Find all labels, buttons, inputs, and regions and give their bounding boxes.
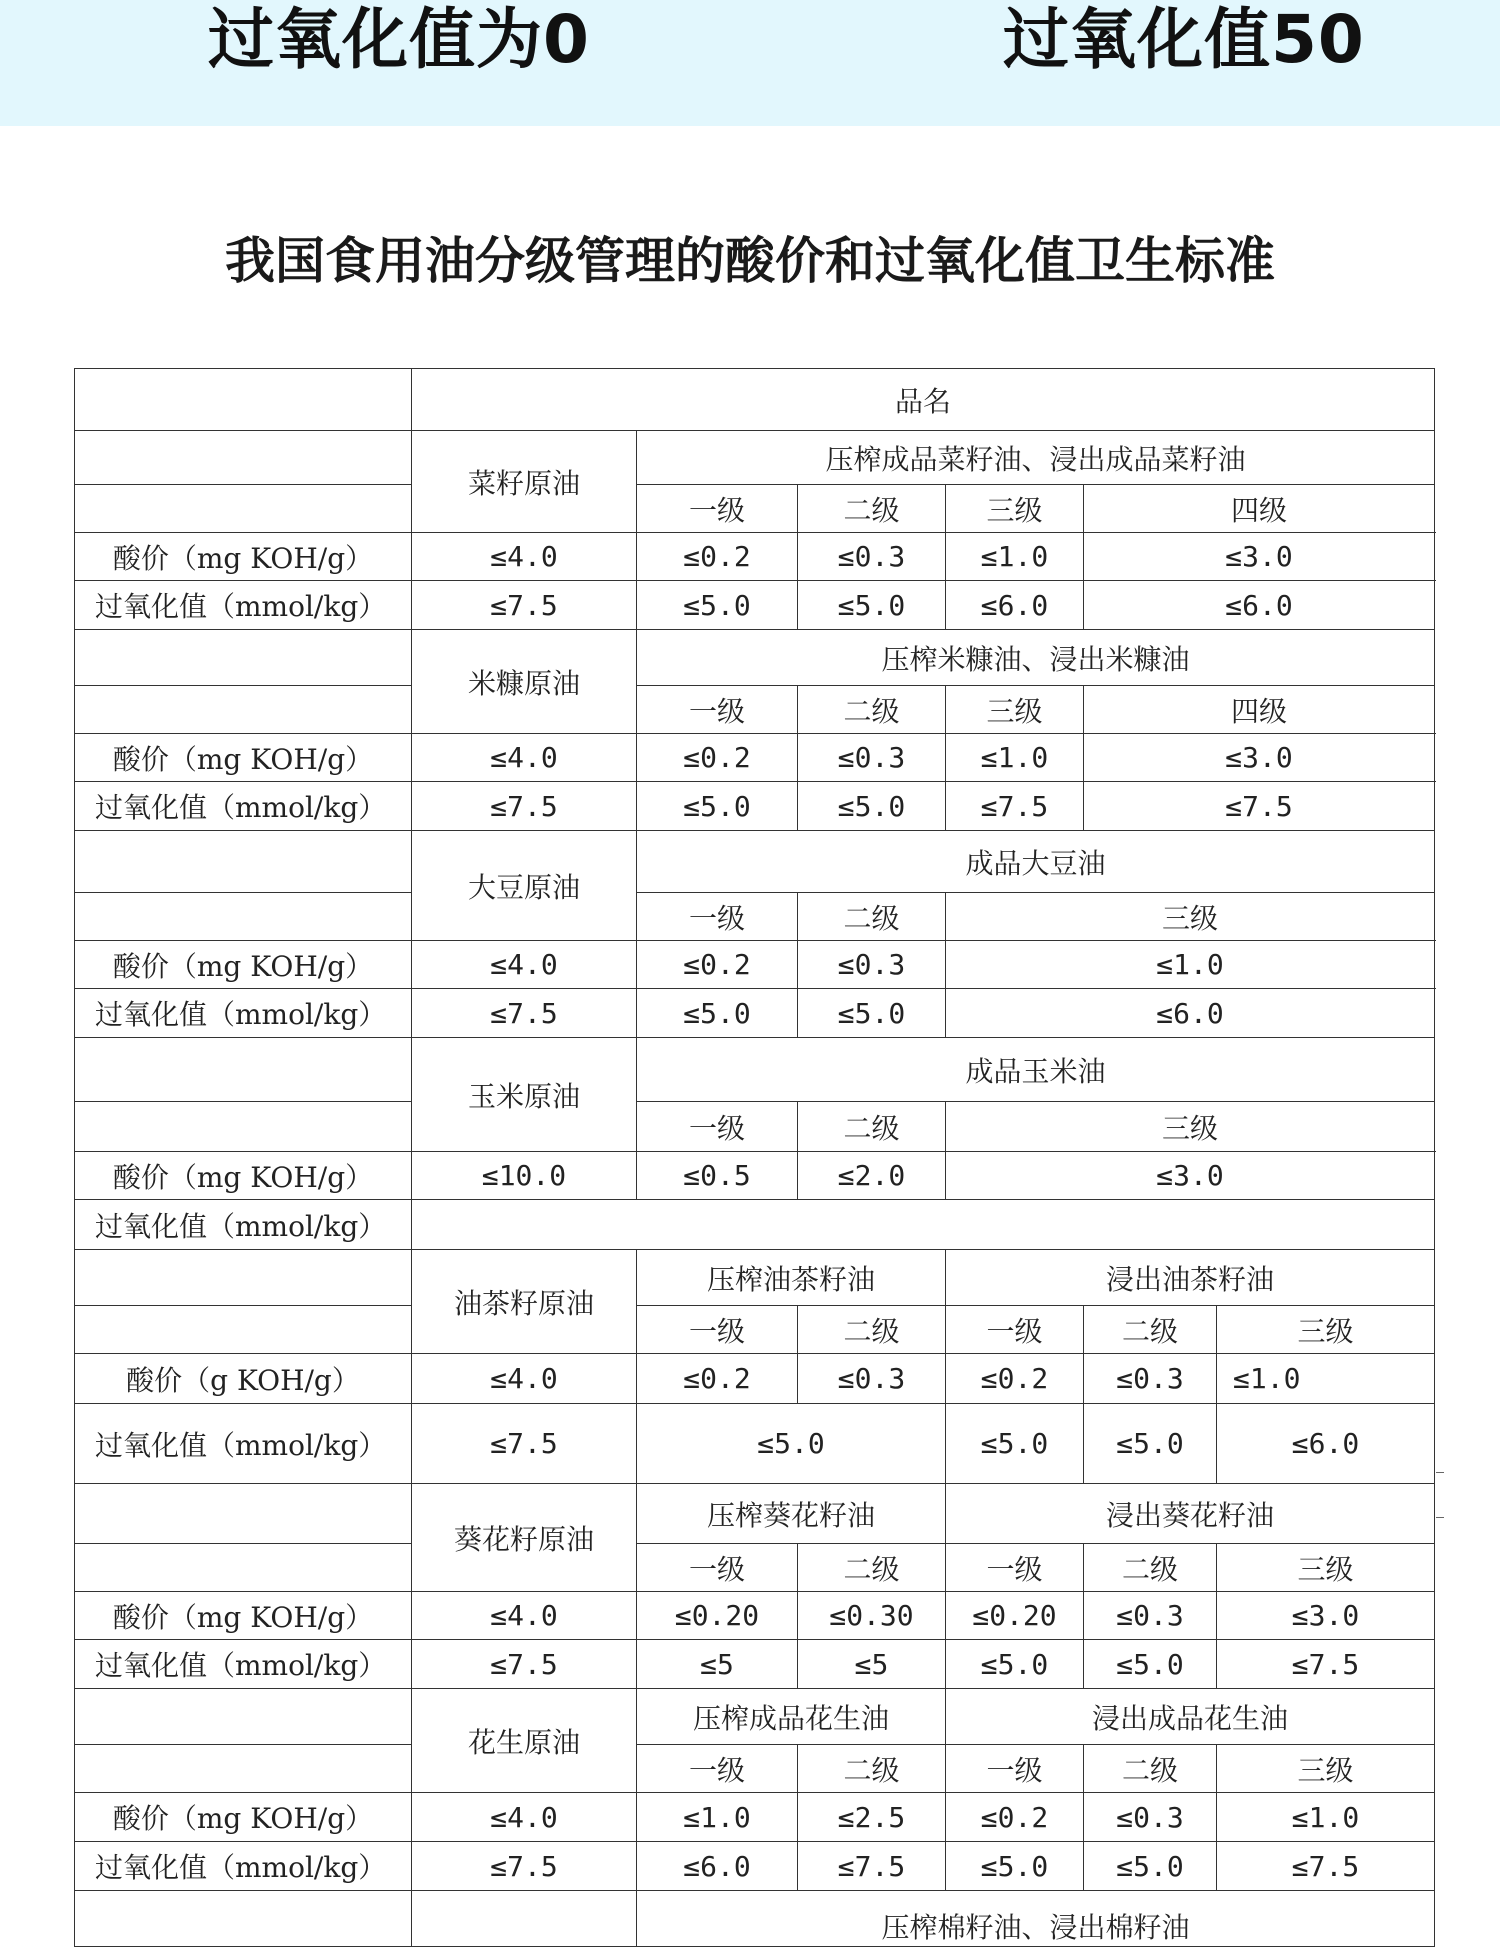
value-cell: ≤0.2 <box>637 734 798 782</box>
product-group: 压榨米糠油、浸出米糠油 <box>637 630 1435 686</box>
value-cell: ≤6.0 <box>946 989 1435 1038</box>
row-label: 酸价（mg KOH/g） <box>75 1793 412 1842</box>
value-cell: ≤3.0 <box>946 1152 1435 1200</box>
table-row <box>75 431 1435 485</box>
value-cell: ≤4.0 <box>412 941 637 989</box>
product-group: 压榨成品花生油 <box>637 1689 946 1745</box>
grade-label: 四级 <box>1084 485 1435 533</box>
value-cell: ≤0.20 <box>946 1592 1084 1640</box>
value-cell: ≤6.0 <box>1084 581 1435 630</box>
crude-oil-name: 玉米原油 <box>412 1038 637 1152</box>
value-cell: ≤5.0 <box>637 782 798 831</box>
table-row <box>75 1354 1435 1404</box>
table-row <box>75 686 1435 734</box>
value-cell: ≤0.3 <box>798 941 946 989</box>
grade-label: 二级 <box>798 485 946 533</box>
grade-label: 一级 <box>637 893 798 941</box>
value-cell: ≤5.0 <box>1084 1842 1217 1891</box>
grade-label: 一级 <box>637 1745 798 1793</box>
value-cell: ≤5.0 <box>946 1640 1084 1689</box>
value-cell: ≤7.5 <box>1217 1842 1435 1891</box>
product-group: 浸出成品花生油 <box>946 1689 1435 1745</box>
table-row <box>75 893 1435 941</box>
header-banner <box>0 0 1500 126</box>
table-row <box>75 1544 1435 1592</box>
banner-left-text: 过氧化值为0 <box>208 1 590 78</box>
grade-label: 二级 <box>1084 1306 1217 1354</box>
row-label: 过氧化值（mmol/kg） <box>75 1200 412 1250</box>
product-group: 压榨成品菜籽油、浸出成品菜籽油 <box>637 431 1435 485</box>
grade-label: 二级 <box>1084 1745 1217 1793</box>
value-cell: ≤3.0 <box>1217 1592 1435 1640</box>
value-cell: ≤5.0 <box>1084 1640 1217 1689</box>
product-group: 成品大豆油 <box>637 831 1435 893</box>
row-label: 酸价（g KOH/g） <box>75 1354 412 1404</box>
grade-label: 一级 <box>946 1745 1084 1793</box>
value-cell: ≤5.0 <box>946 1404 1084 1484</box>
value-cell: ≤1.0 <box>637 1793 798 1842</box>
value-cell: ≤7.5 <box>798 1842 946 1891</box>
grade-label: 三级 <box>946 686 1084 734</box>
value-cell: ≤0.2 <box>946 1354 1084 1404</box>
value-cell: ≤6.0 <box>637 1842 798 1891</box>
banner-right-text: 过氧化值50 <box>1003 1 1365 78</box>
grade-label: 二级 <box>1084 1544 1217 1592</box>
value-cell: ≤0.2 <box>946 1793 1084 1842</box>
table-row <box>75 581 1435 630</box>
value-cell: ≤7.5 <box>1217 1640 1435 1689</box>
value-cell: ≤0.3 <box>1084 1354 1217 1404</box>
value-cell: ≤5.0 <box>798 782 946 831</box>
table-row <box>75 1038 1435 1102</box>
table-row <box>75 1793 1435 1842</box>
value-cell: ≤5 <box>637 1640 798 1689</box>
crude-oil-name: 米糠原油 <box>412 630 637 734</box>
value-cell: ≤7.5 <box>412 1404 637 1484</box>
value-cell: ≤5.0 <box>637 989 798 1038</box>
value-cell: ≤7.5 <box>412 581 637 630</box>
table-row <box>75 1592 1435 1640</box>
crude-oil-name: 大豆原油 <box>412 831 637 941</box>
grade-label: 三级 <box>946 485 1084 533</box>
table-row <box>75 485 1435 533</box>
value-cell: ≤10.0 <box>412 1152 637 1200</box>
value-cell: ≤0.3 <box>1084 1793 1217 1842</box>
grade-label: 一级 <box>946 1306 1084 1354</box>
row-label: 过氧化值（mmol/kg） <box>75 782 412 831</box>
grade-label: 二级 <box>798 1102 946 1152</box>
product-group: 成品玉米油 <box>637 1038 1435 1102</box>
table-row <box>75 1640 1435 1689</box>
table-header-cell: 品名 <box>412 369 1435 431</box>
grade-label: 一级 <box>946 1544 1084 1592</box>
row-label: 酸价（mg KOH/g） <box>75 533 412 581</box>
page-title: 我国食用油分级管理的酸价和过氧化值卫生标准 <box>225 232 1275 290</box>
table-row <box>75 1484 1435 1544</box>
value-cell: ≤0.3 <box>1084 1592 1217 1640</box>
table-row <box>75 630 1435 686</box>
value-cell: ≤7.5 <box>412 989 637 1038</box>
grade-label: 三级 <box>1217 1544 1435 1592</box>
value-cell: ≤0.3 <box>798 533 946 581</box>
table-header-row <box>75 369 1435 431</box>
grade-label: 二级 <box>798 1745 946 1793</box>
row-label: 酸价（mg KOH/g） <box>75 734 412 782</box>
table-row <box>75 782 1435 831</box>
value-cell: ≤2.5 <box>798 1793 946 1842</box>
grade-label: 二级 <box>798 1544 946 1592</box>
value-cell: ≤4.0 <box>412 1592 637 1640</box>
row-label: 酸价（mg KOH/g） <box>75 1592 412 1640</box>
product-group: 压榨葵花籽油 <box>637 1484 946 1544</box>
value-cell: ≤4.0 <box>412 533 637 581</box>
value-cell: ≤0.5 <box>637 1152 798 1200</box>
table-row <box>75 1745 1435 1793</box>
grade-label: 四级 <box>1084 686 1435 734</box>
crude-oil-name: 葵花籽原油 <box>412 1484 637 1592</box>
value-cell: ≤4.0 <box>412 1354 637 1404</box>
table-row <box>75 1152 1435 1200</box>
value-cell: ≤5.0 <box>798 581 946 630</box>
table-row <box>75 1891 1435 1947</box>
value-cell: ≤2.0 <box>798 1152 946 1200</box>
row-label: 过氧化值（mmol/kg） <box>75 989 412 1038</box>
value-cell: ≤5.0 <box>798 989 946 1038</box>
value-cell: ≤5 <box>798 1640 946 1689</box>
crude-oil-name: 油茶籽原油 <box>412 1250 637 1354</box>
table-row <box>75 989 1435 1038</box>
value-cell: ≤5.0 <box>946 1842 1084 1891</box>
grade-label: 一级 <box>637 485 798 533</box>
value-cell: ≤6.0 <box>946 581 1084 630</box>
oil-standard-table <box>74 368 1435 1947</box>
table-row <box>75 831 1435 893</box>
row-label: 过氧化值（mmol/kg） <box>75 1404 412 1484</box>
value-cell: ≤3.0 <box>1084 533 1435 581</box>
value-cell: ≤7.5 <box>946 782 1084 831</box>
page-edge-mark <box>1436 1472 1444 1518</box>
product-group: 压榨棉籽油、浸出棉籽油 <box>637 1891 1435 1947</box>
table-row <box>75 1102 1435 1152</box>
grade-label: 二级 <box>798 893 946 941</box>
product-group: 浸出油茶籽油 <box>946 1250 1435 1306</box>
table-row <box>75 1842 1435 1891</box>
grade-label: 一级 <box>637 1306 798 1354</box>
value-cell: ≤5.0 <box>637 1404 946 1484</box>
row-label: 过氧化值（mmol/kg） <box>75 581 412 630</box>
value-cell: ≤0.2 <box>637 1354 798 1404</box>
table-row <box>75 1689 1435 1745</box>
grade-label: 一级 <box>637 686 798 734</box>
table-row <box>75 1404 1435 1484</box>
table-row <box>75 1200 1435 1250</box>
table-row <box>75 1250 1435 1306</box>
table-row <box>75 734 1435 782</box>
value-cell: ≤5.0 <box>637 581 798 630</box>
value-cell: ≤0.2 <box>637 941 798 989</box>
value-cell: ≤5.0 <box>1084 1404 1217 1484</box>
row-label: 过氧化值（mmol/kg） <box>75 1640 412 1689</box>
grade-label: 三级 <box>1217 1306 1435 1354</box>
row-label: 酸价（mg KOH/g） <box>75 941 412 989</box>
value-cell: ≤6.0 <box>1217 1404 1435 1484</box>
value-cell-empty <box>412 1200 1435 1250</box>
grade-label: 三级 <box>1217 1745 1435 1793</box>
value-cell: ≤1.0 <box>1217 1354 1435 1404</box>
grade-label: 二级 <box>798 686 946 734</box>
value-cell: ≤1.0 <box>1217 1793 1435 1842</box>
table-corner-cell <box>75 369 412 431</box>
product-group: 浸出葵花籽油 <box>946 1484 1435 1544</box>
value-cell: ≤0.30 <box>798 1592 946 1640</box>
value-cell: ≤7.5 <box>1084 782 1435 831</box>
value-cell: ≤0.2 <box>637 533 798 581</box>
value-cell: ≤4.0 <box>412 734 637 782</box>
value-cell: ≤0.3 <box>798 1354 946 1404</box>
row-label: 酸价（mg KOH/g） <box>75 1152 412 1200</box>
grade-label: 一级 <box>637 1102 798 1152</box>
value-cell: ≤0.3 <box>798 734 946 782</box>
grade-label: 三级 <box>946 1102 1435 1152</box>
value-cell: ≤0.20 <box>637 1592 798 1640</box>
value-cell: ≤1.0 <box>946 734 1084 782</box>
product-group: 压榨油茶籽油 <box>637 1250 946 1306</box>
value-cell: ≤3.0 <box>1084 734 1435 782</box>
grade-label: 三级 <box>946 893 1435 941</box>
row-label: 过氧化值（mmol/kg） <box>75 1842 412 1891</box>
table-row <box>75 941 1435 989</box>
value-cell: ≤1.0 <box>946 533 1084 581</box>
grade-label: 一级 <box>637 1544 798 1592</box>
value-cell: ≤4.0 <box>412 1793 637 1842</box>
table-row <box>75 533 1435 581</box>
crude-oil-name: 菜籽原油 <box>412 431 637 533</box>
value-cell: ≤7.5 <box>412 1842 637 1891</box>
crude-oil-name: 花生原油 <box>412 1689 637 1793</box>
value-cell: ≤7.5 <box>412 782 637 831</box>
value-cell: ≤7.5 <box>412 1640 637 1689</box>
grade-label: 二级 <box>798 1306 946 1354</box>
table-row <box>75 1306 1435 1354</box>
value-cell: ≤1.0 <box>946 941 1435 989</box>
